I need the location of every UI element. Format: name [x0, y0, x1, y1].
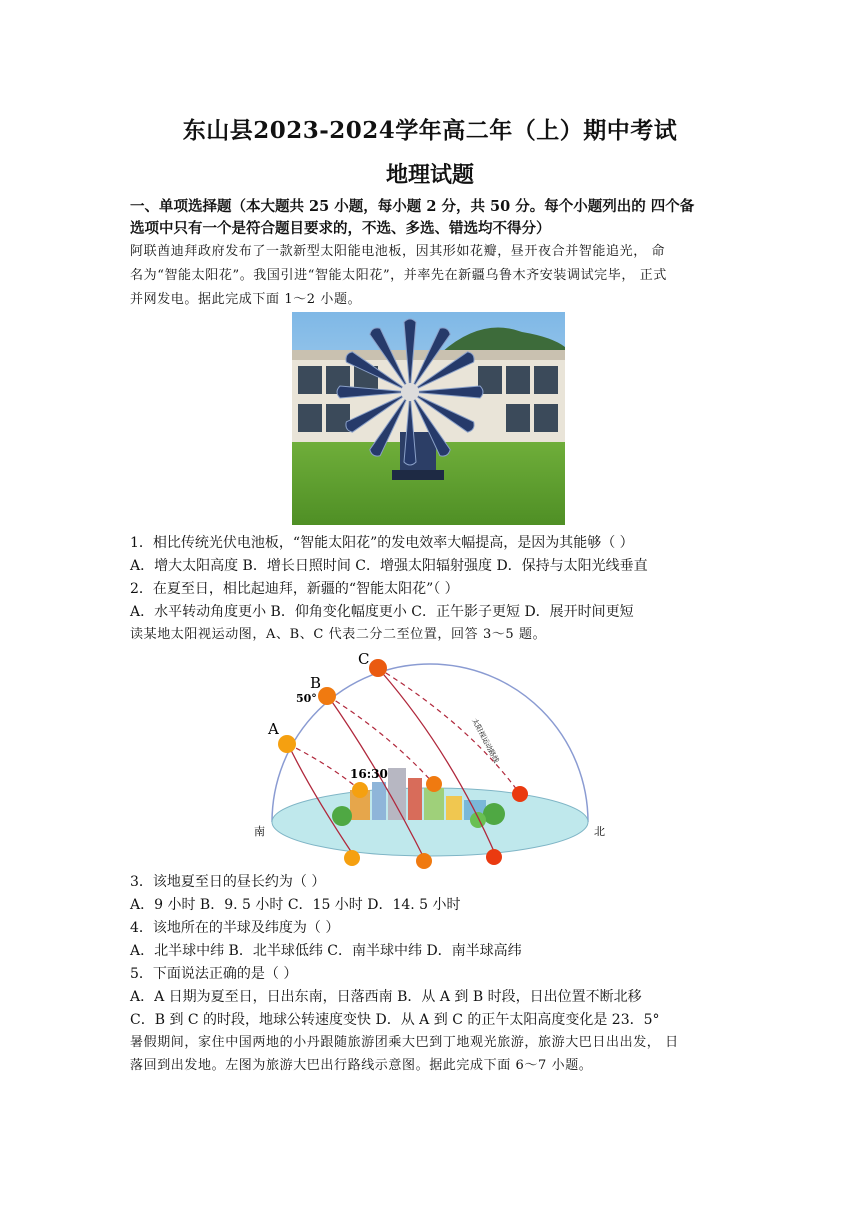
label-a: A: [268, 720, 279, 738]
sun-rise-a: [344, 850, 360, 866]
section-heading: [130, 196, 735, 240]
exam-title: 东山县2023-2024学年高二年（上）期中考试: [182, 117, 678, 144]
section-heading-line-1: 一、单项选择题（本大题共 25 小题，每小题 2 分，共 50 分。每个小题列出的 四个备: [130, 198, 695, 215]
south-label: 南: [254, 825, 265, 838]
path-label: 太阳视运动路线: [470, 717, 501, 765]
time-label: 16:30: [350, 767, 388, 781]
label-c: C: [358, 650, 370, 668]
exam-subtitle: 地理试题: [385, 162, 474, 188]
section-heading-line-2: 选项中只有一个是符合题目要求的，不选、多选、错选均不得分）: [130, 220, 551, 237]
sun-path-diagram: [250, 650, 610, 870]
question-3-options: A．9 小时 B．9. 5 小时 C．15 小时 D．14. 5 小时: [130, 897, 461, 913]
question-2-options: A．水平转动角度更小 B．仰角变化幅度更小 C．正午影子更短 D．展开时间更短: [130, 604, 634, 620]
sun-set-c: [512, 786, 528, 802]
question-5-option-line-1: A．A 日期为夏至日，日出东南，日落西南 B．从 A 到 B 时段，日出位置不断北移: [130, 989, 642, 1005]
label-b: B: [310, 674, 322, 692]
sun-rise-b: [416, 853, 432, 869]
passage1-line-1: 阿联酋迪拜政府发布了一款新型太阳能电池板，因其形如花瓣，昼开夜合并智能追光， 命: [130, 244, 666, 259]
sun-c: [369, 659, 387, 677]
question-1-options: A．增大太阳高度 B．增长日照时间 C．增强太阳辐射强度 D．保持与太阳光线垂直: [130, 558, 648, 574]
passage2-line: 读某地太阳视运动图，A、B、C 代表二分二至位置，回答 3～5 题。: [130, 627, 547, 642]
sun-a: [278, 735, 296, 753]
question-3-stem: 3．该地夏至日的昼长约为（ ）: [130, 874, 326, 890]
sun-rise-c: [486, 849, 502, 865]
question-5-option-line-2: C．B 到 C 的时段，地球公转速度变快 D．从 A 到 C 的正午太阳高度变化是 23．5°: [130, 1012, 660, 1028]
question-2-stem: 2．在夏至日，相比起迪拜，新疆的“智能太阳花”（ ）: [130, 581, 459, 597]
sun-set-a: [352, 782, 368, 798]
passage1-line-2: 名为“智能太阳花”。我国引进“智能太阳花”，并率先在新疆乌鲁木齐安装调试完毕， 正式: [130, 268, 667, 283]
question-4-options: A．北半球中纬 B．北半球低纬 C．南半球中纬 D．南半球高纬: [130, 943, 522, 959]
question-5-stem: 5．下面说法正确的是（ ）: [130, 966, 298, 982]
passage3-line-2: 落回到出发地。左图为旅游大巴出行路线示意图。据此完成下面 6～7 小题。: [130, 1058, 593, 1073]
sun-set-b: [426, 776, 442, 792]
smart-sunflower-photo: [292, 312, 565, 525]
question-1-stem: 1．相比传统光伏电池板，“智能太阳花”的发电效率大幅提高，是因为其能够（ ）: [130, 535, 634, 551]
north-label: 北: [594, 825, 605, 838]
passage3-line-1: 暑假期间，家住中国两地的小丹跟随旅游团乘大巴到丁地观光旅游，旅游大巴日出出发， 日: [130, 1035, 679, 1050]
passage1-line-3: 并网发电。据此完成下面 1～2 小题。: [130, 292, 362, 307]
angle-label: 50°: [296, 692, 317, 705]
question-4-stem: 4．该地所在的半球及纬度为（ ）: [130, 920, 340, 936]
